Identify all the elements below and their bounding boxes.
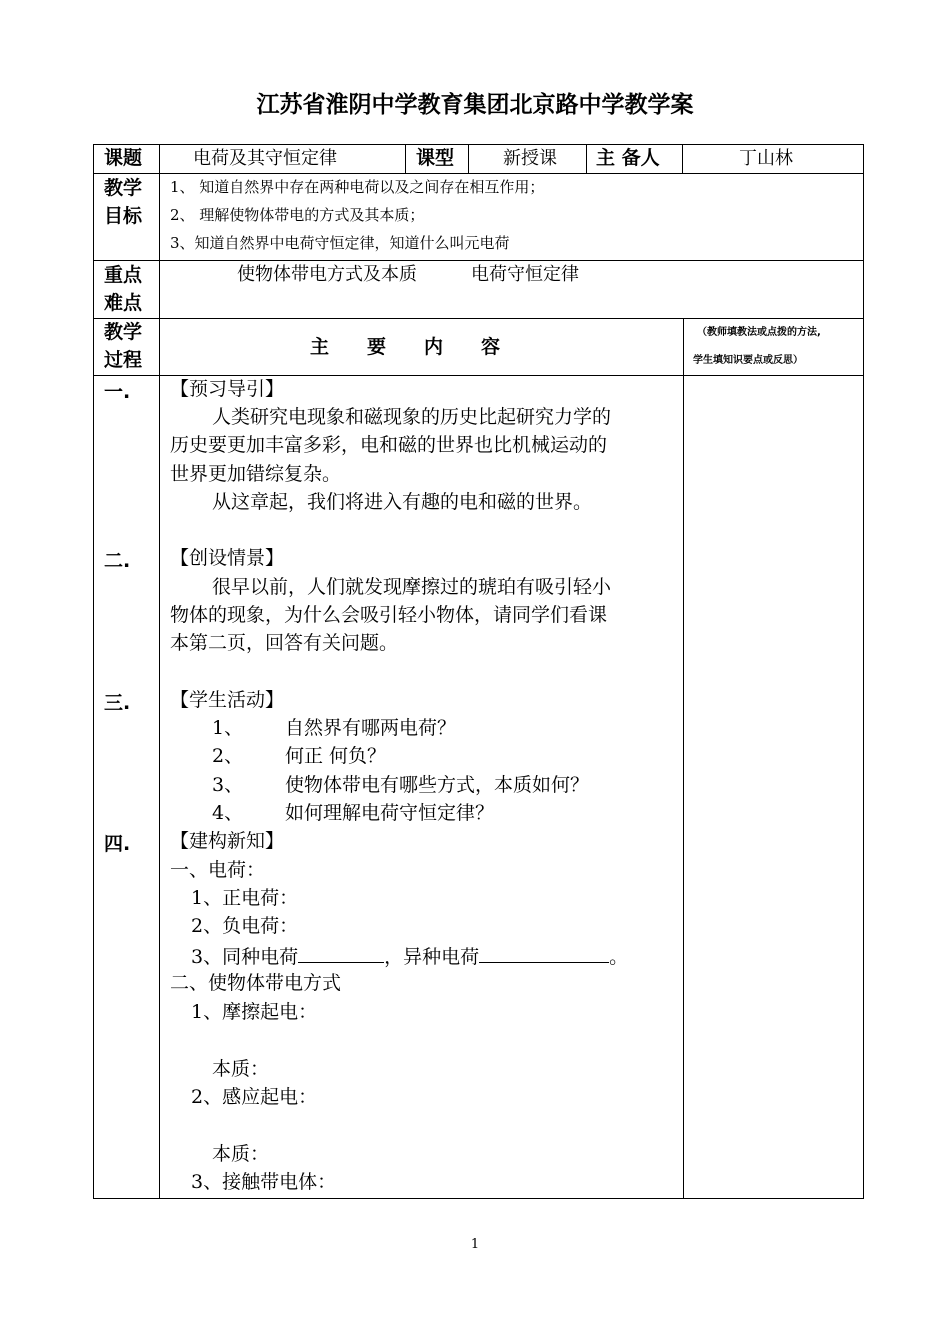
- activity-question: 使物体带电有哪些方式，本质如何？: [285, 774, 590, 796]
- essence-label: 本质：: [212, 1058, 270, 1080]
- notes-column-heading-line2: 学生填知识要点或反思）: [693, 355, 803, 366]
- activity-number: 1、: [212, 717, 244, 739]
- main-content-heading: 主 要 内 容: [310, 336, 501, 358]
- process-label-line2: 过程: [104, 349, 143, 371]
- objective-item: 3、知道自然界中电荷守恒定律，知道什么叫元电荷: [170, 234, 510, 252]
- paragraph-line: 从这章起，我们将进入有趣的电和磁的世界。: [212, 491, 593, 513]
- key-points-label-line1: 重点: [104, 264, 143, 286]
- item-positive-charge: 1、正电荷：: [191, 887, 299, 909]
- activity-number: 4、: [212, 802, 244, 824]
- subheading-charging-methods: 二、使物体带电方式: [170, 972, 342, 994]
- activity-question: 何正 何负？: [285, 745, 387, 767]
- topic-value: 电荷及其守恒定律: [193, 148, 337, 169]
- process-label-line1: 教学: [104, 321, 143, 343]
- page-number: 1: [470, 1237, 480, 1252]
- item-induction-charging: 2、感应起电：: [191, 1086, 318, 1108]
- activity-question: 自然界有哪两电荷？: [285, 717, 457, 739]
- notes-column-heading-line1: （教师填教法或点拨的方法,: [697, 327, 821, 338]
- section-number-2: 二.: [104, 550, 131, 572]
- lesson-type-value: 新授课: [503, 148, 557, 169]
- objectives-label-line1: 教学: [104, 177, 143, 199]
- fill-in-blank[interactable]: [479, 946, 609, 963]
- key-points-text: 使物体带电方式及本质 电荷守恒定律: [237, 264, 579, 285]
- key-points-label-line2: 难点: [104, 292, 143, 314]
- fill-in-blank[interactable]: [298, 946, 384, 963]
- activity-number: 3、: [212, 774, 244, 796]
- paragraph-line: 很早以前，人们就发现摩擦过的琥珀有吸引轻小: [212, 576, 612, 598]
- objective-item: 2、 理解使物体带电的方式及其本质；: [170, 206, 425, 224]
- item-contact-charging: 3、接触带电体：: [191, 1171, 337, 1193]
- paragraph-line: 人类研究电现象和磁现象的历史比起研究力学的: [212, 406, 612, 428]
- item-friction-charging: 1、摩擦起电：: [191, 1001, 318, 1023]
- document-title: 江苏省淮阴中学教育集团北京路中学教学案: [256, 92, 694, 118]
- activity-question: 如何理解电荷守恒定律？: [285, 802, 495, 824]
- item-charge-interaction: 3、同种电荷 ，异种电荷 。: [191, 946, 629, 968]
- paragraph-line: 世界更加错综复杂。: [170, 463, 342, 485]
- section-number-1: 一.: [104, 381, 131, 403]
- section-heading-new-knowledge: 【建构新知】: [170, 830, 285, 852]
- lesson-type-label: 课型: [416, 147, 455, 169]
- activity-number: 2、: [212, 745, 244, 767]
- section-heading-preview: 【预习导引】: [170, 378, 285, 400]
- objectives-label-line2: 目标: [104, 205, 143, 227]
- section-number-4: 四.: [104, 833, 131, 855]
- subheading-charge: 一、电荷：: [170, 859, 266, 881]
- essence-label: 本质：: [212, 1143, 270, 1165]
- topic-label: 课题: [104, 147, 143, 169]
- section-heading-activity: 【学生活动】: [170, 689, 285, 711]
- paragraph-line: 本第二页，回答有关问题。: [170, 632, 399, 654]
- section-number-3: 三.: [104, 692, 131, 714]
- objective-item: 1、 知道自然界中存在两种电荷以及之间存在相互作用；: [170, 178, 545, 196]
- item-negative-charge: 2、负电荷：: [191, 915, 299, 937]
- paragraph-line: 历史要更加丰富多彩，电和磁的世界也比机械运动的: [170, 434, 608, 456]
- preparer-value: 丁山林: [739, 148, 793, 169]
- paragraph-line: 物体的现象，为什么会吸引轻小物体，请同学们看课: [170, 604, 608, 626]
- preparer-label: 主 备人: [596, 147, 660, 169]
- section-heading-scenario: 【创设情景】: [170, 547, 285, 569]
